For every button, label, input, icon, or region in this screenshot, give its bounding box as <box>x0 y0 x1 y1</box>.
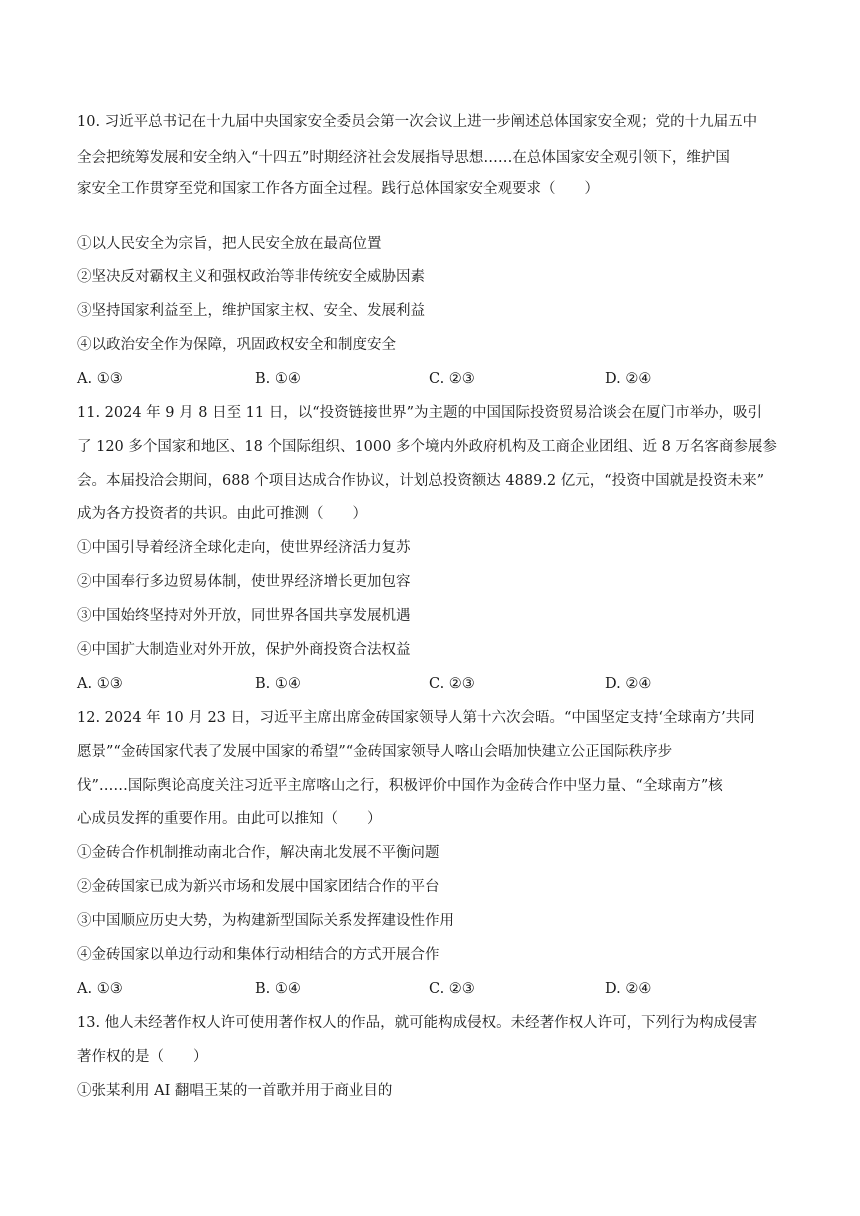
answer-option-a: A. ①③ <box>77 981 123 997</box>
answer-option-b: B. ①④ <box>255 981 301 997</box>
question-stem-line: 家安全工作贯穿至党和国家工作各方面全过程。践行总体国家安全观要求（ ） <box>77 181 599 197</box>
question-stem-line: 13. 他人未经著作权人许可使用著作权人的作品，就可能构成侵权。未经著作权人许可，下列行为构成侵害 <box>77 1015 758 1031</box>
statement-item: ③中国始终坚持对外开放，同世界各国共享发展机遇 <box>77 608 411 624</box>
answer-option-d: D. ②④ <box>605 371 652 387</box>
statement-item: ②中国奉行多边贸易体制，使世界经济增长更加包容 <box>77 574 411 590</box>
statement-item: ③中国顺应历史大势，为构建新型国际关系发挥建设性作用 <box>77 913 454 929</box>
question-stem-line: 成为各方投资者的共识。由此可推测（ ） <box>77 506 367 522</box>
answer-option-d: D. ②④ <box>605 981 652 997</box>
answer-option-a: A. ①③ <box>77 676 123 692</box>
question-stem-line: 了 120 多个国家和地区、18 个国际组织、1000 多个境内外政府机构及工商企业团组、近 8 万名客商参展参 <box>77 439 777 455</box>
question-stem-line: 全会把统筹发展和安全纳入“十四五”时期经济社会发展指导思想……在总体国家安全观引领下，维护国 <box>77 150 730 166</box>
question-stem-line: 10. 习近平总书记在十九届中央国家安全委员会第一次会议上进一步阐述总体国家安全观；党的十九届五中 <box>77 114 758 130</box>
answer-option-c: C. ②③ <box>429 981 475 997</box>
question-stem-line: 11. 2024 年 9 月 8 日至 11 日，以“投资链接世界”为主题的中国国际投资贸易洽谈会在厦门市举办，吸引 <box>77 405 763 421</box>
question-stem-line: 著作权的是（ ） <box>77 1049 208 1065</box>
statement-item: ①金砖合作机制推动南北合作，解决南北发展不平衡问题 <box>77 845 440 861</box>
statement-item: ②坚决反对霸权主义和强权政治等非传统安全威胁因素 <box>77 269 425 285</box>
question-stem-line: 伐”……国际舆论高度关注习近平主席喀山之行，积极评价中国作为金砖合作中坚力量、“全球南方”核 <box>77 778 723 794</box>
statement-item: ④中国扩大制造业对外开放，保护外商投资合法权益 <box>77 642 411 658</box>
statement-item: ③坚持国家利益至上，维护国家主权、安全、发展利益 <box>77 303 425 319</box>
question-stem-line: 心成员发挥的重要作用。由此可以推知（ ） <box>77 811 382 827</box>
answer-option-c: C. ②③ <box>429 676 475 692</box>
answer-option-c: C. ②③ <box>429 371 475 387</box>
answer-option-b: B. ①④ <box>255 371 301 387</box>
statement-item: ②金砖国家已成为新兴市场和发展中国家团结合作的平台 <box>77 879 440 895</box>
answer-option-a: A. ①③ <box>77 371 123 387</box>
statement-item: ④以政治安全作为保障，巩固政权安全和制度安全 <box>77 337 396 353</box>
statement-item: ①以人民安全为宗旨，把人民安全放在最高位置 <box>77 236 382 252</box>
answer-option-d: D. ②④ <box>605 676 652 692</box>
statement-item: ④金砖国家以单边行动和集体行动相结合的方式开展合作 <box>77 947 440 963</box>
statement-item: ①中国引导着经济全球化走向，使世界经济活力复苏 <box>77 540 411 556</box>
question-stem-line: 会。本届投洽会期间，688 个项目达成合作协议，计划总投资额达 4889.2 亿元，“投资中国就是投资未来” <box>77 473 765 489</box>
statement-item: ①张某利用 AI 翻唱王某的一首歌并用于商业目的 <box>77 1083 393 1099</box>
answer-option-b: B. ①④ <box>255 676 301 692</box>
question-stem-line: 愿景”“金砖国家代表了发展中国家的希望”“金砖国家领导人喀山会晤加快建立公正国际秩序步 <box>77 744 673 760</box>
question-stem-line: 12. 2024 年 10 月 23 日，习近平主席出席金砖国家领导人第十六次会晤。“中国坚定支持‘全球南方’共同 <box>77 710 755 726</box>
